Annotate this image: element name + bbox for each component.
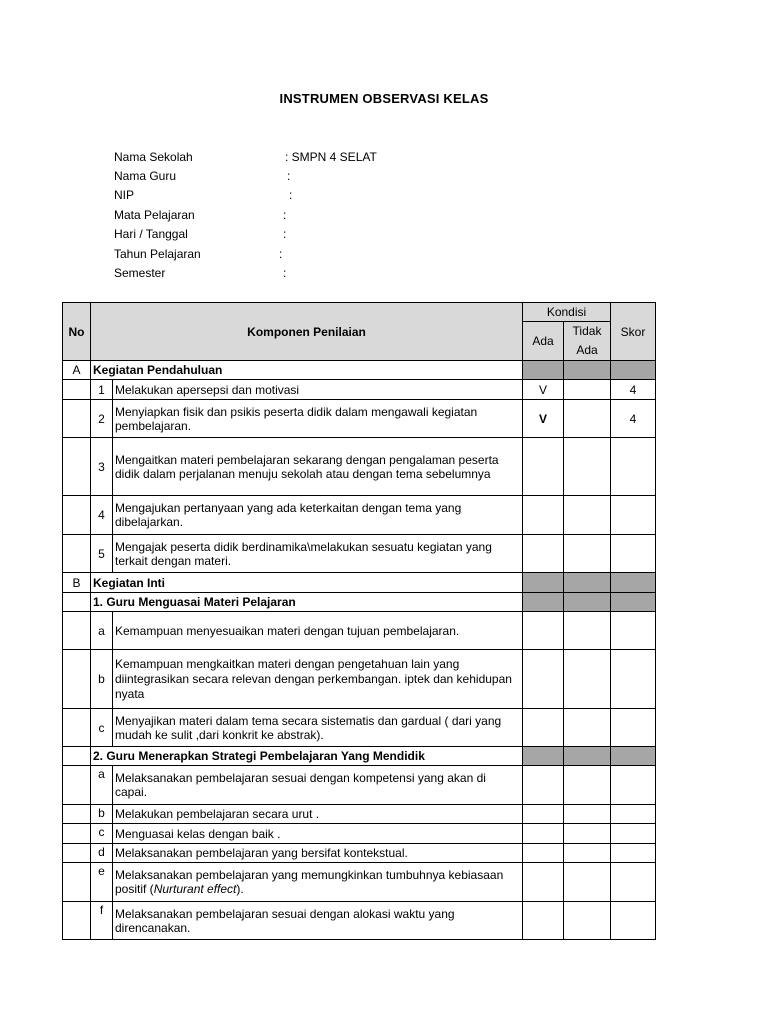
row-text: Menyiapkan fisik dan psikis peserta didik dalam mengawali kegiatan pembelajaran. xyxy=(113,400,523,438)
row-text: Mengaitkan materi pembelajaran sekarang dengan pengalaman peserta didik dalam perjalanan menuju sekolah atau dengan tema sebelumnya xyxy=(113,438,523,496)
row-text: Melaksanakan pembelajaran yang bersifat kontekstual. xyxy=(113,844,523,863)
identity-value: : xyxy=(287,169,291,183)
identity-row-semester xyxy=(114,266,287,281)
header-no: No xyxy=(63,303,91,361)
identity-row-nip xyxy=(114,188,293,203)
row-text: Melakukan apersepsi dan motivasi xyxy=(113,380,523,400)
row-text: Melakukan pembelajaran secara urut . xyxy=(113,805,523,824)
score-cell xyxy=(611,438,656,496)
identity-label: NIP xyxy=(114,188,135,202)
row-text: Menguasai kelas dengan baik . xyxy=(113,824,523,844)
identity-row-teacher xyxy=(114,169,291,184)
row-no: b xyxy=(91,805,113,824)
row-no: 5 xyxy=(91,535,113,573)
ada-mark xyxy=(523,438,564,496)
identity-label: Semester xyxy=(114,266,166,280)
table-row xyxy=(63,709,656,747)
row-no: 3 xyxy=(91,438,113,496)
row-no: 2 xyxy=(91,400,113,438)
table-row xyxy=(63,400,656,438)
row-no: 4 xyxy=(91,496,113,535)
row-text-part: Melaksanakan pembelajaran yang memungkinkan tumbuhnya kebiasaan positif ( xyxy=(115,868,504,896)
row-no: a xyxy=(91,612,113,650)
header-komponen: Komponen Penilaian xyxy=(91,303,523,361)
identity-value: : xyxy=(283,227,287,241)
table-row xyxy=(63,863,656,902)
assessment-table xyxy=(62,302,656,940)
ada-mark xyxy=(523,496,564,535)
identity-row-school xyxy=(114,150,377,165)
section-row-a xyxy=(63,361,656,380)
row-no: 1 xyxy=(91,380,113,400)
section-title: Kegiatan Pendahuluan xyxy=(91,361,523,380)
table-row xyxy=(63,650,656,709)
identity-value: : xyxy=(283,208,287,222)
subsection-row-b2 xyxy=(63,747,656,766)
subsection-row-b1 xyxy=(63,593,656,612)
row-no: a xyxy=(91,766,113,805)
tidak-ada-mark xyxy=(564,496,611,535)
subsection-title: 2. Guru Menerapkan Strategi Pembelajaran Yang Mendidik xyxy=(91,747,523,766)
identity-row-date xyxy=(114,227,287,242)
score-cell xyxy=(611,535,656,573)
table-row xyxy=(63,844,656,863)
table-row xyxy=(63,902,656,940)
identity-row-year xyxy=(114,247,283,262)
row-no: b xyxy=(91,650,113,709)
row-text: Melaksanakan pembelajaran sesuai dengan kompetensi yang akan di capai. xyxy=(113,766,523,805)
identity-value: : SMPN 4 SELAT xyxy=(285,150,377,164)
identity-label: Tahun Pelajaran xyxy=(114,247,201,261)
section-no: A xyxy=(63,361,91,380)
identity-value: : xyxy=(289,188,293,202)
ada-mark: V xyxy=(523,400,564,438)
document-title: INSTRUMEN OBSERVASI KELAS xyxy=(279,91,489,106)
tidak-ada-mark xyxy=(564,438,611,496)
score-cell: 4 xyxy=(611,380,656,400)
header-ada: Ada xyxy=(523,322,564,361)
score-cell xyxy=(611,496,656,535)
identity-value: : xyxy=(279,247,283,261)
row-text xyxy=(113,863,523,902)
identity-label: Hari / Tanggal xyxy=(114,227,188,241)
table-row xyxy=(63,824,656,844)
row-no: d xyxy=(91,844,113,863)
row-text-italic: Nurturant effect xyxy=(153,882,237,896)
table-row xyxy=(63,805,656,824)
identity-value: : xyxy=(283,266,287,280)
table-row xyxy=(63,612,656,650)
subsection-title: 1. Guru Menguasai Materi Pelajaran xyxy=(91,593,523,612)
identity-label: Mata Pelajaran xyxy=(114,208,195,222)
row-no: f xyxy=(91,902,113,940)
tidak-ada-mark xyxy=(564,535,611,573)
header-skor: Skor xyxy=(611,303,656,361)
row-no: c xyxy=(91,824,113,844)
row-no: e xyxy=(91,863,113,902)
ada-mark xyxy=(523,535,564,573)
tidak-ada-mark xyxy=(564,380,611,400)
identity-label: Nama Guru xyxy=(114,169,177,183)
identity-label: Nama Sekolah xyxy=(114,150,193,164)
table-row xyxy=(63,496,656,535)
score-cell: 4 xyxy=(611,400,656,438)
row-text: Melaksanakan pembelajaran sesuai dengan alokasi waktu yang direncanakan. xyxy=(113,902,523,940)
row-text: Kemampuan mengkaitkan materi dengan pengetahuan lain yang diintegrasikan secara relevan dengan perkembangan. iptek dan kehidupan nyata xyxy=(113,650,523,709)
table-row xyxy=(63,380,656,400)
row-text: Menyajikan materi dalam tema secara sistematis dan gardual ( dari yang mudah ke sulit ,dari konkrit ke abstrak). xyxy=(113,709,523,747)
table-row xyxy=(63,438,656,496)
row-no: c xyxy=(91,709,113,747)
row-text: Mengajukan pertanyaan yang ada keterkaitan dengan tema yang dibelajarkan. xyxy=(113,496,523,535)
table-row xyxy=(63,766,656,805)
row-text: Mengajak peserta didik berdinamika\melakukan sesuatu kegiatan yang terkait dengan materi. xyxy=(113,535,523,573)
header-row xyxy=(63,303,656,322)
tidak-ada-mark xyxy=(564,400,611,438)
header-kondisi: Kondisi xyxy=(523,303,611,322)
row-text: Kemampuan menyesuaikan materi dengan tujuan pembelajaran. xyxy=(113,612,523,650)
section-no: B xyxy=(63,573,91,593)
table-row xyxy=(63,535,656,573)
row-text-part: ). xyxy=(236,882,244,896)
section-title: Kegiatan Inti xyxy=(91,573,523,593)
header-tidak-ada: Tidak Ada xyxy=(564,322,611,361)
section-row-b xyxy=(63,573,656,593)
ada-mark: V xyxy=(523,380,564,400)
identity-row-subject xyxy=(114,208,287,223)
